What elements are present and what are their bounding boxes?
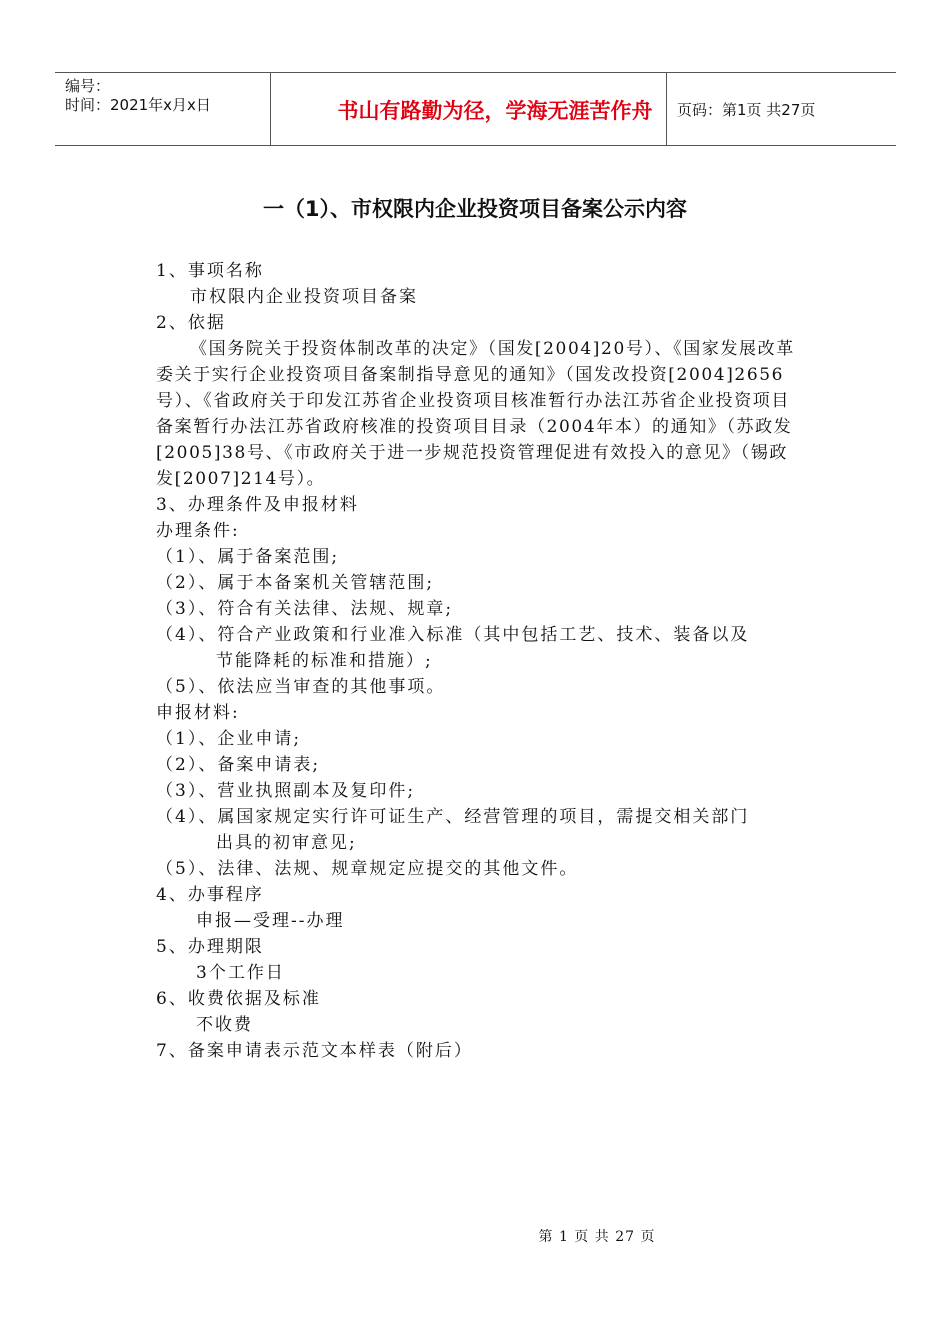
basis-paragraph: 《国务院关于投资体制改革的决定》（国发[2004]20号）、《国家发展改革委关于实行企业投资项目备案制指导意见的通知》（国发改投资[2004]2656号）、《省政府关于印发江苏省企业投资项目核准暂行办法江苏省企业投资项目备案暂行办法江苏省政府核准的投资项目目录（2004年本）的通知》（苏政发[2005]38号、《市政府关于进一步规范投资管理促进有效投入的意见》（锡政发[2007]214号）。 xyxy=(156,339,795,489)
condition-item: （3）、符合有关法律、法规、规章; xyxy=(156,599,454,619)
document-number-label: 编号： xyxy=(65,77,111,95)
material-item: （5）、法律、法规、规章规定应提交的其他文件。 xyxy=(156,859,579,879)
section-heading: 7、备案申请表示范文本样表（附后） xyxy=(156,1041,473,1061)
section-heading: 2、依据 xyxy=(156,313,226,333)
material-item: （4）、属国家规定实行许可证生产、经营管理的项目，需提交相关部门 xyxy=(156,807,750,827)
material-item: （1）、企业申请; xyxy=(156,729,302,749)
section-text: 3个工作日 xyxy=(196,963,285,983)
page-title: 一（1）、市权限内企业投资项目备案公示内容 xyxy=(262,197,688,221)
section-heading: 4、办事程序 xyxy=(156,885,264,905)
header-divider-right xyxy=(666,73,667,145)
material-item-continued: 出具的初审意见; xyxy=(216,833,357,853)
subsection-label: 申报材料: xyxy=(156,703,240,723)
condition-item: （1）、属于备案范围; xyxy=(156,547,340,567)
condition-item-continued: 节能降耗的标准和措施）; xyxy=(216,651,433,671)
document-header xyxy=(55,72,896,146)
material-item: （2）、备案申请表; xyxy=(156,755,321,775)
condition-item: （5）、依法应当审查的其他事项。 xyxy=(156,677,446,697)
document-body xyxy=(156,258,801,1064)
section-heading: 3、办理条件及申报材料 xyxy=(156,495,359,515)
document-time: 时间：2021年x月x日 xyxy=(65,96,211,114)
page-footer: 第 1 页 共 27 页 xyxy=(538,1229,656,1245)
section-text: 申报—受理--办理 xyxy=(196,911,345,931)
condition-item: （4）、符合产业政策和行业准入标准（其中包括工艺、技术、装备以及 xyxy=(156,625,750,645)
condition-item: （2）、属于本备案机关管辖范围; xyxy=(156,573,435,593)
section-heading: 5、办理期限 xyxy=(156,937,264,957)
section-text: 不收费 xyxy=(196,1015,253,1035)
header-meta xyxy=(65,77,270,115)
section-heading: 1、事项名称 xyxy=(156,261,264,281)
section-text: 市权限内企业投资项目备案 xyxy=(190,287,418,307)
subsection-label: 办理条件: xyxy=(156,521,240,541)
header-page-info: 页码：第1页 共27页 xyxy=(677,101,816,119)
header-motto: 书山有路勤为径，学海无涯苦作舟 xyxy=(337,99,653,123)
material-item: （3）、营业执照副本及复印件; xyxy=(156,781,416,801)
section-heading: 6、收费依据及标准 xyxy=(156,989,321,1009)
